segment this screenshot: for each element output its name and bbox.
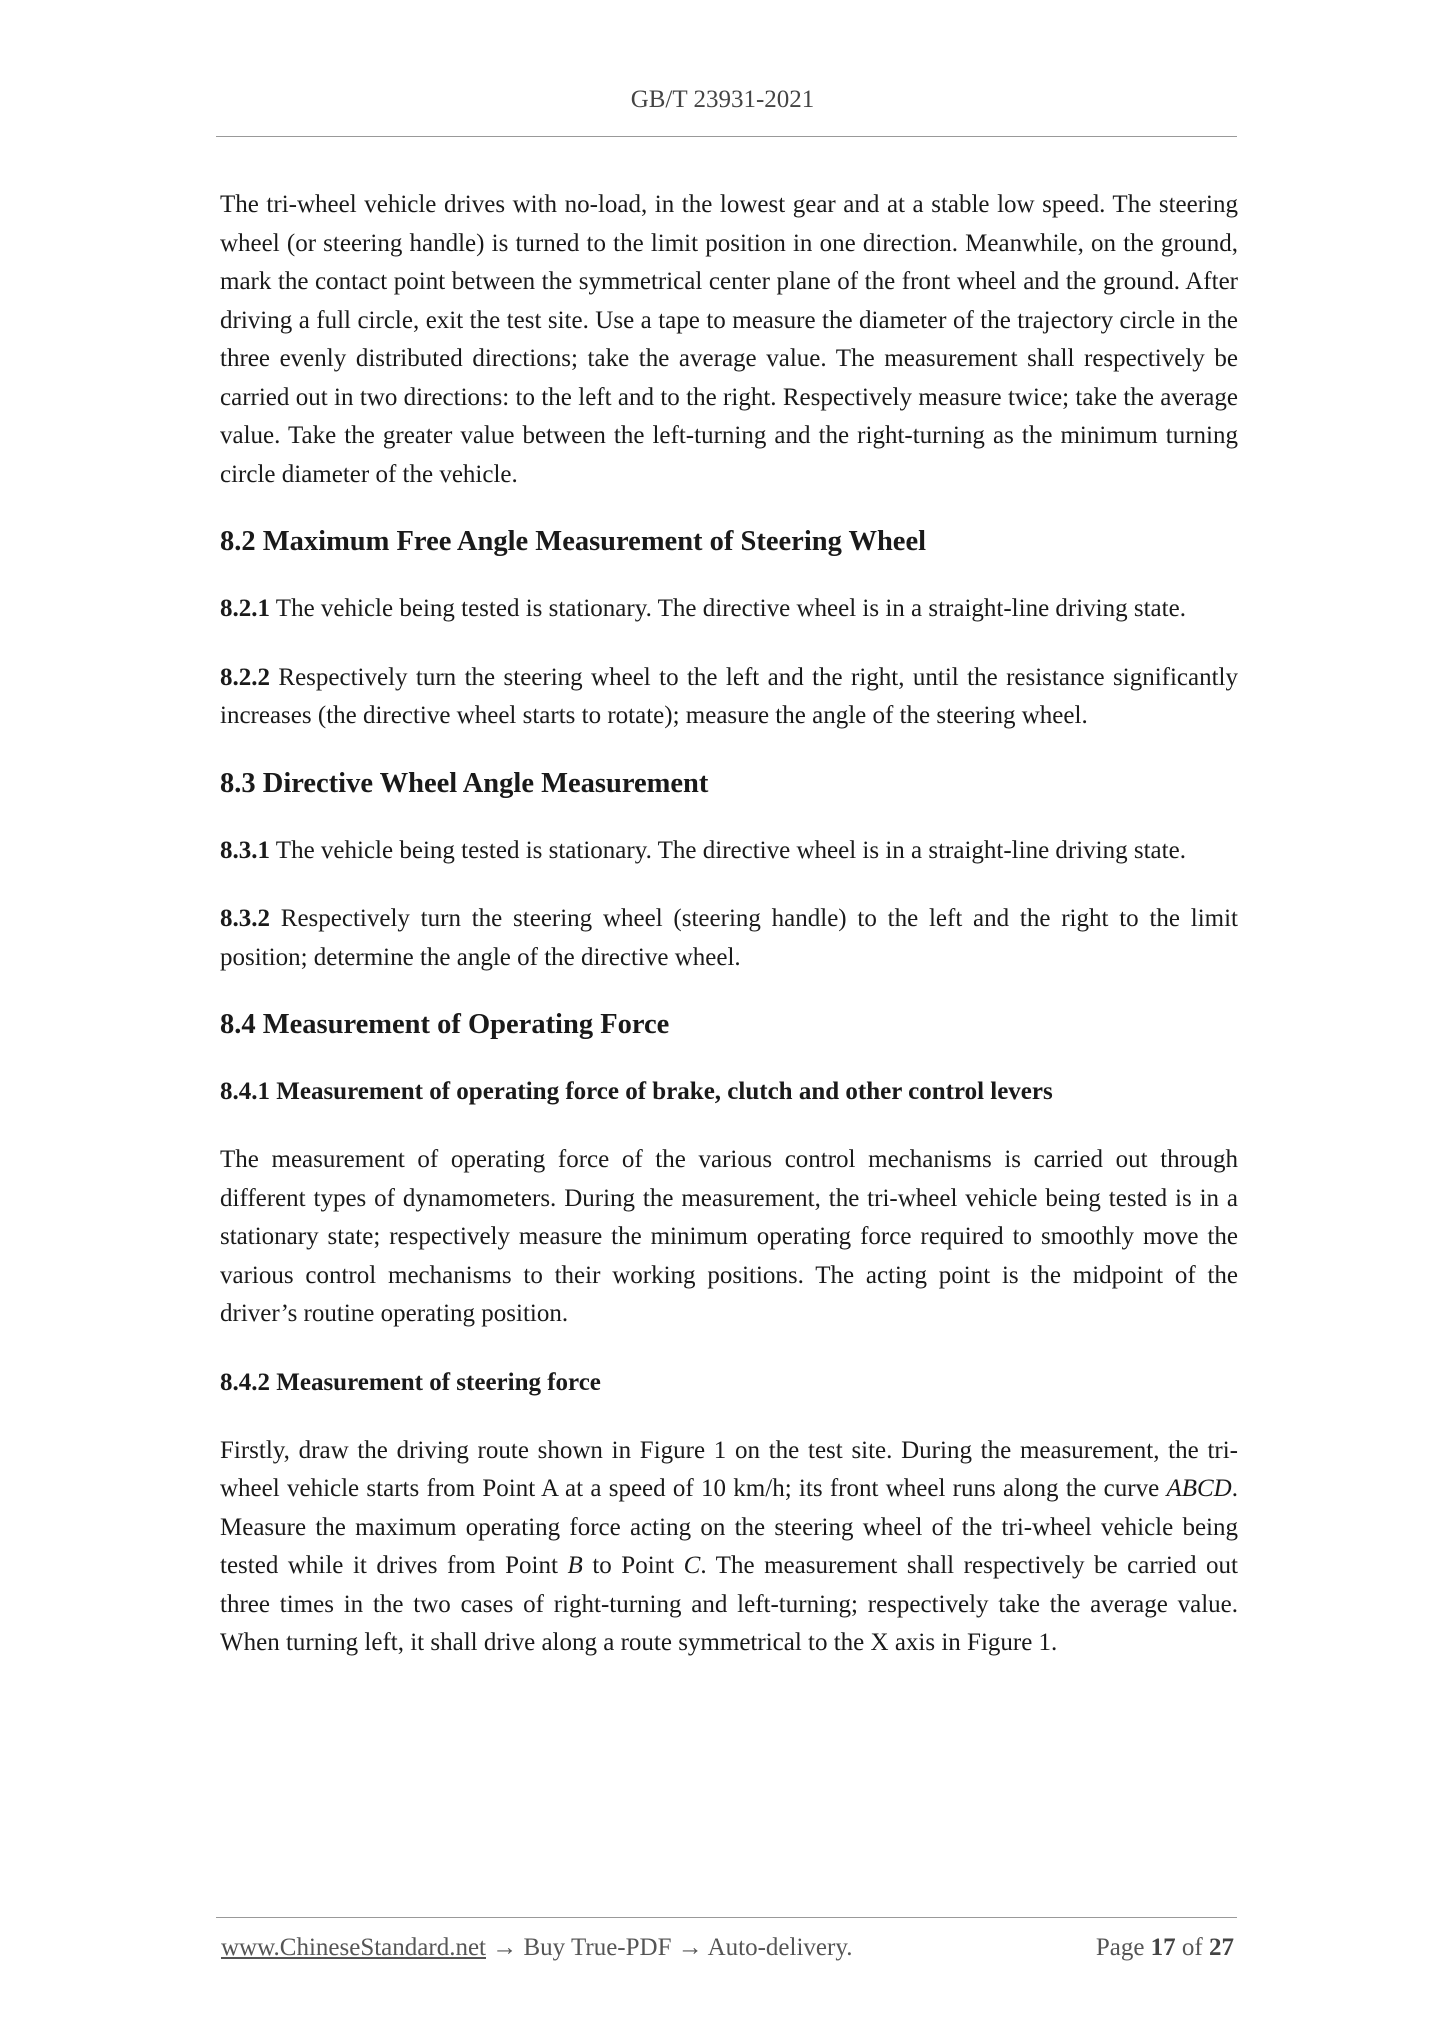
header-title: GB/T 23931-2021 — [630, 86, 815, 113]
clause-8-2-2-text: Respectively turn the steering wheel to the left and the right, until the resistance significantly increases (the directive wheel starts to rotate); measure the angle of the steering wheel. — [220, 663, 1238, 729]
website-link[interactable]: www.ChineseStandard.net — [221, 1934, 486, 1961]
page-indicator — [1096, 1934, 1234, 1962]
page-label: Page — [1095, 1934, 1151, 1961]
clause-8-4-2-part-3: to Point — [582, 1552, 684, 1579]
clause-8-4-2-part-4: . The measurement shall respectively be carried out three times in the two cases of right-turning and left-turning; respectively take the average value. When turning left, it shall drive along a route symmetrical to the X axis in Figure 1. — [220, 1552, 1238, 1656]
clause-8-2-1-text: The vehicle being tested is stationary. The directive wheel is in a straight-line driving state. — [270, 595, 1186, 622]
footer-divider — [216, 1917, 1237, 1918]
curve-label-abcd: ABCD — [1166, 1475, 1232, 1502]
clause-8-4-2-part-2: . Measure the maximum operating force acting on the steering wheel of the tri-wheel vehicle being tested while it drives from Point — [220, 1475, 1238, 1579]
clause-8-4-1-text: The measurement of operating force of the various control mechanisms is carried out through different types of dynamometers. During the measurement, the tri-wheel vehicle being tested is in a stationary state; respectively measure the minimum operating force required to smoothly move the various control mechanisms to their working positions. The acting point is the midpoint of the driver’s routine operating position. — [220, 1146, 1238, 1327]
point-label-b: B — [567, 1552, 583, 1579]
footer-promo — [221, 1934, 852, 1962]
arrow-right-icon: → — [671, 1934, 708, 1961]
section-8-3-heading: 8.3 Directive Wheel Angle Measurement — [220, 767, 709, 799]
point-label-c: C — [683, 1552, 701, 1579]
clause-8-2-2 — [220, 659, 1238, 736]
of-label: of — [1175, 1934, 1209, 1961]
clause-8-3-2 — [220, 900, 1238, 977]
clause-8-2-1 — [220, 590, 1238, 629]
page-number: 17 — [1150, 1934, 1176, 1961]
clause-8-4-2-text — [220, 1432, 1238, 1663]
clause-8-3-1 — [220, 832, 1238, 871]
arrow-right-icon: → — [486, 1934, 524, 1961]
document-body — [220, 186, 1238, 1663]
clause-8-3-2-number: 8.3.2 — [220, 905, 270, 932]
section-8-4-heading: 8.4 Measurement of Operating Force — [220, 1009, 670, 1040]
clause-8-3-1-number: 8.3.1 — [220, 836, 270, 864]
clause-8-4-2-part-1: Firstly, draw the driving route shown in Figure 1 on the test site. During the measurement, the tri-wheel vehicle starts from Point A at a speed of 10 km/h; its front wheel runs along the curve — [220, 1436, 1238, 1502]
clause-8-2-1-number: 8.2.1 — [220, 595, 270, 622]
header-divider — [216, 136, 1237, 137]
clause-8-2-2-number: 8.2.2 — [220, 663, 270, 691]
clause-8-3-1-text: The vehicle being tested is stationary. The directive wheel is in a straight-line driving state. — [270, 836, 1186, 864]
clause-8-3-2-text: Respectively turn the steering wheel (steering handle) to the left and the right to the limit position; determine the angle of the directive wheel. — [220, 905, 1238, 971]
section-8-4-2-heading: 8.4.2 Measurement of steering force — [220, 1368, 601, 1396]
buy-true-pdf-text: Buy True-PDF — [523, 1934, 672, 1961]
footer — [221, 1934, 1234, 1974]
section-8-4-1-heading: 8.4.1 Measurement of operating force of brake, clutch and other control levers — [220, 1078, 1053, 1105]
intro-paragraph: The tri-wheel vehicle drives with no-load, in the lowest gear and at a stable low speed. The steering wheel (or steering handle) is turned to the limit position in one direction. Meanwhile, on the ground, mark the contact point between the symmetrical center plane of the front wheel and the ground. After driving a full circle, exit the test site. Use a tape to measure the diameter of the trajectory circle in the three evenly distributed directions; take the average value. The measurement shall respectively be carried out in two directions: to the left and to the right. Respectively measure twice; take the average value. Take the greater value between the left-turning and the right-turning as the minimum turning circle diameter of the vehicle. — [220, 191, 1238, 488]
section-8-2-heading: 8.2 Maximum Free Angle Measurement of Steering Wheel — [220, 526, 927, 557]
auto-delivery-text: Auto-delivery. — [707, 1934, 853, 1961]
page-total: 27 — [1209, 1934, 1234, 1961]
